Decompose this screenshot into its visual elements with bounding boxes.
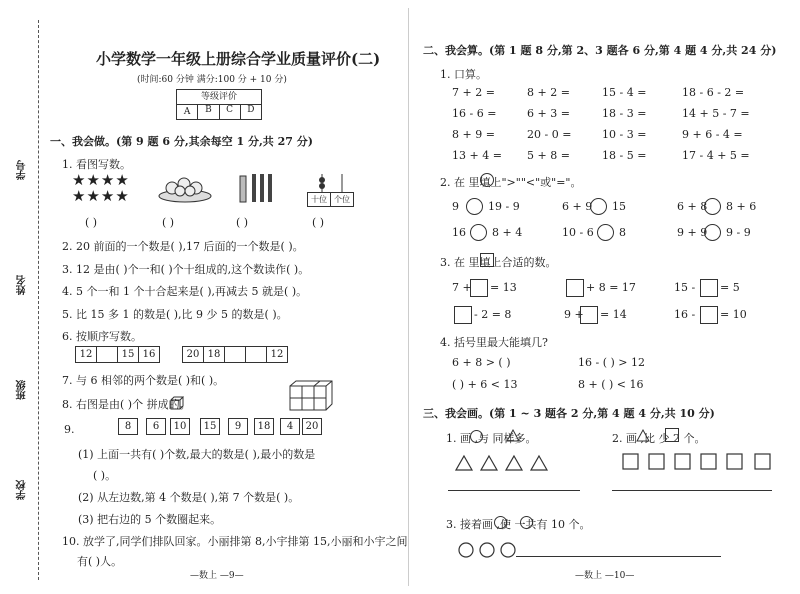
- cmp-right: 19 - 9: [488, 200, 520, 213]
- abacus-tens: 十位: [308, 193, 331, 206]
- oral-item: 9 + 6 - 4 =: [682, 128, 743, 141]
- q4-text: 4. 5 个一和 1 个十合起来是( ),再减去 5 就是( )。: [62, 285, 308, 298]
- oral-item: 5 + 8 =: [527, 149, 570, 162]
- oral-item: 8 + 2 =: [527, 86, 570, 99]
- stars-picture: ★★★★ ★★★★: [72, 171, 130, 205]
- fill-right: = 14: [600, 308, 627, 321]
- oral-item: 18 - 6 - 2 =: [682, 86, 745, 99]
- draw3-circles: [458, 541, 520, 563]
- draw2-squares: [622, 453, 774, 475]
- cmp-left: 16: [452, 226, 466, 239]
- q4-item-3[interactable]: ( ) + 6 < 13: [452, 378, 518, 391]
- compare-circle[interactable]: [590, 198, 607, 215]
- page-divider: [408, 8, 409, 586]
- draw3-circle-icon-2: [520, 516, 533, 529]
- cmp-right: 9 - 9: [726, 226, 751, 239]
- fill-box[interactable]: [580, 306, 598, 324]
- draw2-text: 2. 画 ,比 少 2 个。: [612, 432, 706, 445]
- r-q1-text: 1. 口算。: [440, 68, 487, 81]
- q9-number[interactable]: 8: [118, 418, 138, 435]
- seq1-cell: 16: [139, 346, 160, 363]
- q7-text: 7. 与 6 相邻的两个数是( )和( )。: [62, 374, 225, 387]
- side-label-class: 班级: [17, 380, 28, 400]
- oral-item: 14 + 5 - 7 =: [682, 107, 750, 120]
- q4-item-4[interactable]: 8 + ( ) < 16: [578, 378, 644, 391]
- cmp-right: 8 + 6: [726, 200, 757, 213]
- q9-number[interactable]: 20: [302, 418, 322, 435]
- draw2-square-icon: [665, 428, 679, 442]
- draw2-triangle-icon: [636, 429, 650, 442]
- fill-row-2: [452, 306, 782, 326]
- fill-left: 7 +: [452, 281, 472, 294]
- left-page-footer: —数上 —9—: [190, 571, 244, 581]
- q9-number[interactable]: 10: [170, 418, 190, 435]
- draw3-answer-line[interactable]: [516, 556, 721, 557]
- q1-text: 1. 看图写数。: [62, 158, 131, 171]
- oral-item: 16 - 6 =: [452, 107, 497, 120]
- fill-row-1: [452, 279, 782, 299]
- section2-header: 二、我会算。(第 1 题 8 分,第 2、3 题各 6 分,第 4 题 4 分,共 24 分): [423, 44, 777, 57]
- q1-blank-2[interactable]: ( ): [162, 216, 175, 229]
- draw1-circle-icon: [470, 430, 483, 443]
- fill-left: 15 -: [674, 281, 696, 294]
- compare-circle[interactable]: [597, 224, 614, 241]
- grade-d: D: [247, 105, 255, 115]
- grade-label: 等级评价: [177, 90, 261, 105]
- r-q4-text: 4. 括号里最大能填几?: [440, 336, 548, 349]
- q6-sequence-2: [182, 346, 288, 363]
- grade-b: B: [198, 105, 219, 119]
- cmp-left: 9: [452, 200, 459, 213]
- oral-item: 8 + 9 =: [452, 128, 495, 141]
- oral-item: 15 - 4 =: [602, 86, 647, 99]
- q2-text: 2. 20 前面的一个数是( ),17 后面的一个数是( )。: [62, 240, 304, 253]
- seq2-cell: 20: [182, 346, 204, 363]
- r-q2-text: 2. 在 里填上">""<"或"="。: [440, 176, 582, 189]
- fill-box[interactable]: [470, 279, 488, 297]
- fill-right: = 5: [720, 281, 740, 294]
- cmp-right: 8: [619, 226, 626, 239]
- compare-row-2: [452, 224, 782, 244]
- seq2-cell: 12: [267, 346, 288, 363]
- q9-number[interactable]: 18: [254, 418, 274, 435]
- r-q3-text: 3. 在 里填上合适的数。: [440, 256, 557, 269]
- compare-row-1: [452, 198, 782, 218]
- fill-right: = 13: [490, 281, 517, 294]
- q9-part3: (3) 把右边的 5 个数圈起来。: [78, 513, 222, 526]
- fill-right: + 8 = 17: [586, 281, 636, 294]
- fill-box[interactable]: [700, 306, 718, 324]
- fill-right: = 10: [720, 308, 747, 321]
- right-page-footer: —数上 —10—: [575, 571, 635, 581]
- oral-item: 20 - 0 =: [527, 128, 572, 141]
- q10-text: 10. 放学了,同学们排队回家。小丽排第 8,小宇排第 15,小丽和小宇之间: [62, 535, 408, 548]
- q3-header-box: [480, 253, 494, 267]
- compare-circle[interactable]: [470, 224, 487, 241]
- q4-item-2[interactable]: 16 - ( ) > 12: [578, 356, 645, 369]
- q9-part1: (1) 上面一共有( )个数,最大的数是( ),最小的数是: [78, 448, 316, 461]
- cmp-left: 6 + 8: [677, 200, 708, 213]
- q9-number[interactable]: 6: [146, 418, 166, 435]
- draw1-triangle-icon: [506, 429, 520, 442]
- seq2-cell[interactable]: [246, 346, 267, 363]
- binding-line: [38, 20, 39, 580]
- q10-text-cont: 有( )人。: [77, 555, 123, 568]
- seq2-cell: 18: [204, 346, 225, 363]
- fill-right: - 2 = 8: [474, 308, 512, 321]
- fill-box[interactable]: [454, 306, 472, 324]
- grade-c: C: [220, 105, 241, 119]
- oral-item: 17 - 4 + 5 =: [682, 149, 750, 162]
- compare-circle[interactable]: [704, 198, 721, 215]
- oral-item: 7 + 2 =: [452, 86, 495, 99]
- cmp-left: 10 - 6: [562, 226, 594, 239]
- side-label-id: 学号: [17, 160, 28, 180]
- oral-item: 13 + 4 =: [452, 149, 502, 162]
- page-title: 小学数学一年级上册综合学业质量评价(二): [96, 50, 381, 68]
- fill-left: 16 -: [674, 308, 696, 321]
- grade-table: [176, 89, 262, 120]
- seq1-cell: 15: [118, 346, 139, 363]
- q8-text: 8. 右图是由( )个 拼成的。: [62, 398, 191, 411]
- compare-circle[interactable]: [704, 224, 721, 241]
- q4-item-1[interactable]: 6 + 8 > ( ): [452, 356, 511, 369]
- time-info: (时间:60 分钟 满分:100 分 + 10 分): [137, 75, 287, 85]
- cmp-right: 15: [612, 200, 626, 213]
- q9-number[interactable]: 4: [280, 418, 300, 435]
- q9-part1-cont: ( )。: [93, 469, 117, 482]
- q1-blank-3[interactable]: ( ): [236, 216, 249, 229]
- q2-header-circle: [480, 173, 494, 187]
- small-cube-icon: [170, 395, 184, 414]
- abacus-ones: 个位: [334, 195, 350, 204]
- q5-text: 5. 比 15 多 1 的数是( ),比 9 少 5 的数是( )。: [62, 308, 288, 321]
- q9-label: 9.: [64, 423, 75, 436]
- q1-blank-1[interactable]: ( ): [85, 216, 98, 229]
- draw3-text: 3. 接着画 ,使 一共有 10 个。: [446, 518, 591, 531]
- side-label-school: 学校: [17, 480, 28, 500]
- draw2-answer-line[interactable]: [612, 490, 772, 491]
- q6-sequence-1: [75, 346, 160, 363]
- draw3-circle-icon: [494, 516, 507, 529]
- sticks-picture: [238, 172, 278, 208]
- cube-stack-picture: [288, 380, 336, 418]
- side-label-name: 姓名: [17, 275, 28, 295]
- fruit-plate-picture: [158, 174, 212, 208]
- seq2-cell[interactable]: [225, 346, 246, 363]
- oral-item: 10 - 3 =: [602, 128, 647, 141]
- grade-a: A: [177, 105, 198, 119]
- oral-item: 18 - 3 =: [602, 107, 647, 120]
- compare-circle[interactable]: [466, 198, 483, 215]
- draw1-text: 1. 画 ,与 同样多。: [446, 432, 537, 445]
- q1-blank-4[interactable]: ( ): [312, 216, 325, 229]
- draw1-answer-line[interactable]: [448, 490, 580, 491]
- fill-left: 9 +: [564, 308, 584, 321]
- section3-header: 三、我会画。(第 1 ~ 3 题各 2 分,第 4 题 4 分,共 10 分): [423, 407, 715, 420]
- fill-box[interactable]: [700, 279, 718, 297]
- section1-header: 一、我会做。(第 9 题 6 分,其余每空 1 分,共 27 分): [50, 135, 313, 148]
- q9-part2: (2) 从左边数,第 4 个数是( ),第 7 个数是( )。: [78, 491, 300, 504]
- oral-item: 18 - 5 =: [602, 149, 647, 162]
- cmp-left: 9 + 9: [677, 226, 708, 239]
- cmp-left: 6 + 9: [562, 200, 593, 213]
- q3-text: 3. 12 是由( )个一和( )个十组成的,这个数读作( )。: [62, 263, 310, 276]
- oral-item: 6 + 3 =: [527, 107, 570, 120]
- draw1-triangles: [455, 454, 555, 476]
- q9-number[interactable]: 9: [228, 418, 248, 435]
- fill-box[interactable]: [566, 279, 584, 297]
- q9-number[interactable]: 15: [200, 418, 220, 435]
- q6-text: 6. 按顺序写数。: [62, 330, 142, 343]
- abacus-labels: [307, 192, 354, 207]
- cmp-right: 8 + 4: [492, 226, 523, 239]
- seq1-cell[interactable]: [97, 346, 118, 363]
- seq1-cell: 12: [75, 346, 97, 363]
